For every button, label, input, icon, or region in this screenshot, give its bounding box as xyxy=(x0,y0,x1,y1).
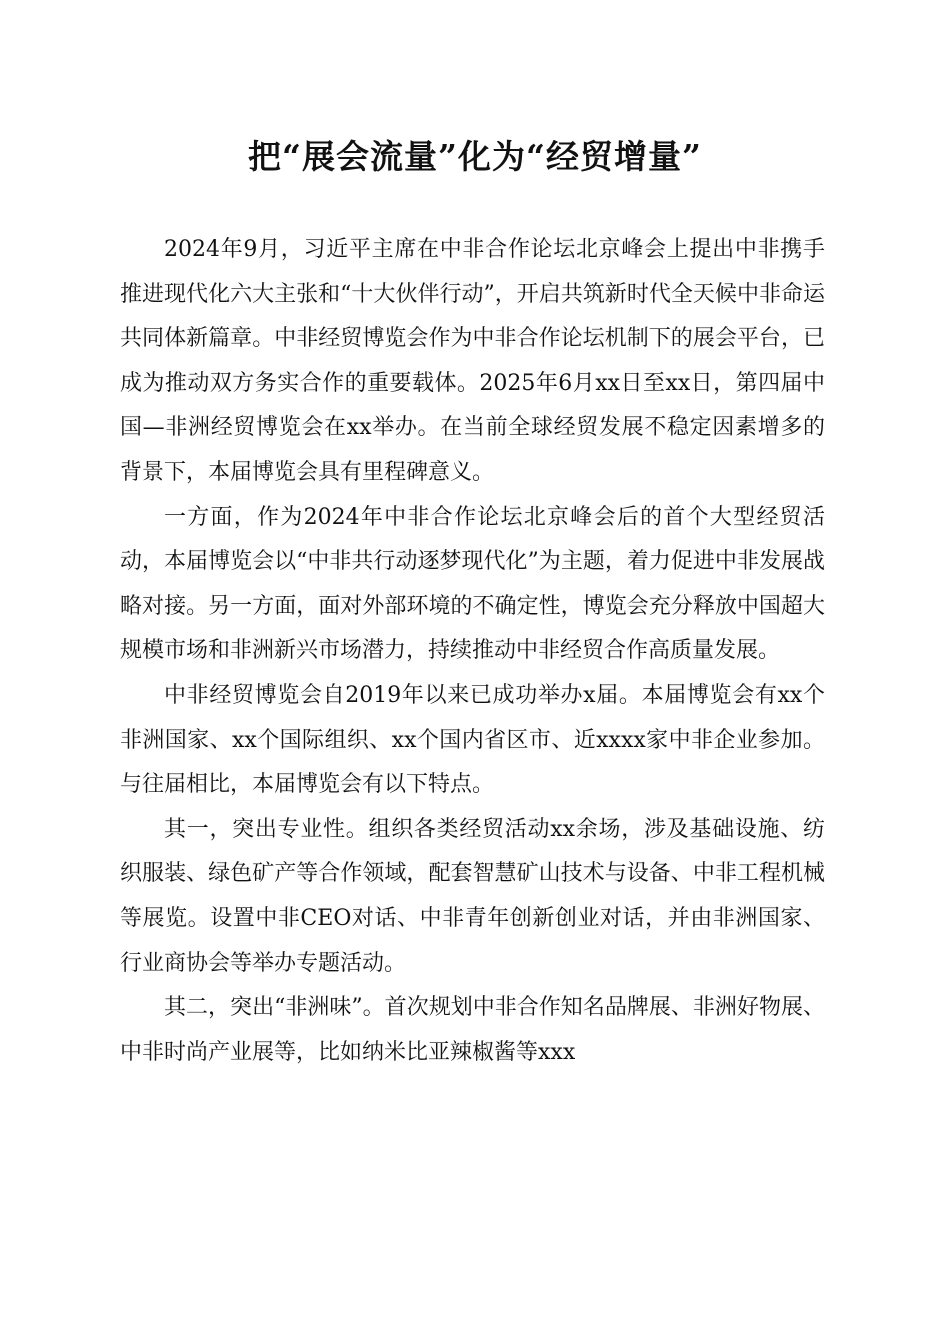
paragraph-3: 中非经贸博览会自2019年以来已成功举办x届。本届博览会有xx个非洲国家、xx个国际组织、xx个国内省区市、近xxxx家中非企业参加。与往届相比，本届博览会有以下特点。 xyxy=(120,682,825,798)
paragraph-2: 一方面，作为2024年中非合作论坛北京峰会后的首个大型经贸活动，本届博览会以“中非共行动逐梦现代化”为主题，着力促进中非发展战略对接。另一方面，面对外部环境的不确定性，博览会充分释放中国超大规模市场和非洲新兴市场潜力，持续推动中非经贸合作高质量发展。 xyxy=(120,504,825,664)
paragraph-5: 其二，突出“非洲味”。首次规划中非合作知名品牌展、非洲好物展、中非时尚产业展等，比如纳米比亚辣椒酱等xxx xyxy=(120,995,825,1065)
paragraph-1: 2024年9月，习近平主席在中非合作论坛北京峰会上提出中非携手推进现代化六大主张和“十大伙伴行动”，开启共筑新时代全天候中非命运共同体新篇章。中非经贸博览会作为中非合作论坛机制下的展会平台，已成为推动双方务实合作的重要载体。2025年6月xx日至xx日，第四届中国—非洲经贸博览会在xx举办。在当前全球经贸发展不稳定因素增多的背景下，本届博览会具有里程碑意义。 xyxy=(120,237,825,485)
document-body xyxy=(120,228,825,1075)
document-title: 把“展会流量”化为“经贸增量” xyxy=(248,137,702,176)
paragraph-4: 其一，突出专业性。组织各类经贸活动xx余场，涉及基础设施、纺织服装、绿色矿产等合作领域，配套智慧矿山技术与设备、中非工程机械等展览。设置中非CEO对话、中非青年创新创业对话，并由非洲国家、行业商协会等举办专题活动。 xyxy=(120,816,825,976)
